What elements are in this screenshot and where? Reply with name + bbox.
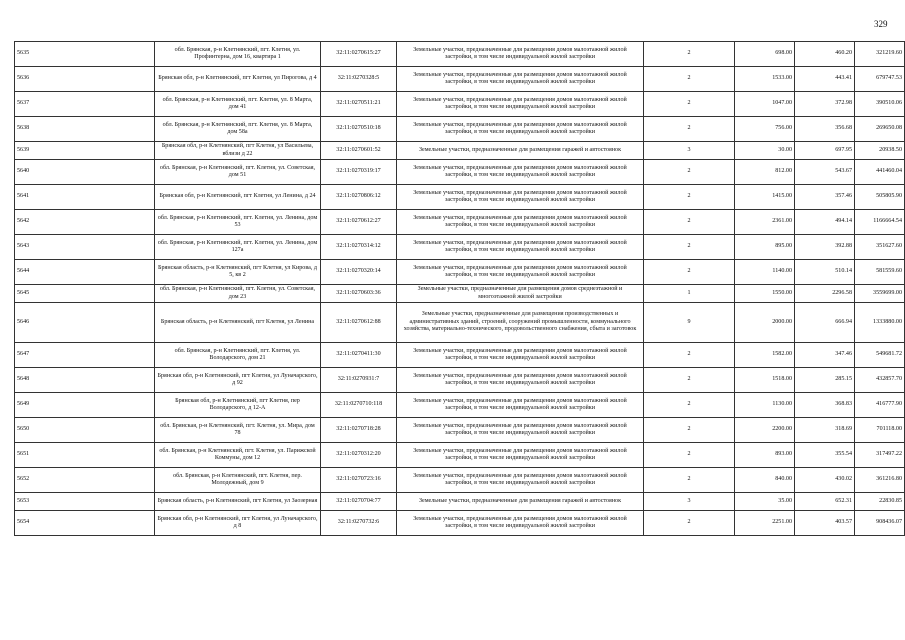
cadastral-number-cell: 32:11:0270612:27	[321, 210, 397, 235]
specific-value-cell: 430.02	[795, 468, 855, 493]
land-use-cell: Земельные участки, предназначенные для размещения домов малоэтажной жилой застройки, в том числе индивидуальной жилой застройки	[397, 468, 644, 493]
cadastral-value-cell: 269650.08	[855, 117, 905, 142]
specific-value-cell: 403.57	[795, 511, 855, 536]
cadastral-number-cell: 32:11:0270328:5	[321, 67, 397, 92]
specific-value-cell: 460.20	[795, 42, 855, 67]
row-number: 5635	[15, 42, 155, 67]
specific-value-cell: 318.69	[795, 418, 855, 443]
table-row	[15, 368, 905, 393]
land-use-cell: Земельные участки, предназначенные для размещения производственных и административных зданий, строений, сооружений промышленности, коммунального хозяйства, материально-технического, продовольственного снабжения, сбыта и заготовок	[397, 303, 644, 343]
table-row	[15, 443, 905, 468]
address-cell: обл. Брянская, р-н Клетнянский, пгт. Клетня, ул. Ленина, дом 53	[155, 210, 321, 235]
cadastral-number-cell: 32:11:0270411:30	[321, 343, 397, 368]
table-row	[15, 92, 905, 117]
address-cell: Брянская обл, р-н Клетнянский, пгт Клетня, ул Ленина, д 24	[155, 185, 321, 210]
specific-value-cell: 372.98	[795, 92, 855, 117]
address-cell: обл. Брянская, р-н Клетнянский, пгт. Клетня, ул. Володарского, дом 21	[155, 343, 321, 368]
cadastral-number-cell: 32:11:0270732:6	[321, 511, 397, 536]
address-cell: Брянская обл, р-н Клетнянский, пгт Клетня, пер Володарского, д 12-А	[155, 393, 321, 418]
row-number: 5646	[15, 303, 155, 343]
cadastral-value-cell: 701118.00	[855, 418, 905, 443]
area-cell: 1550.00	[735, 285, 795, 303]
cadastral-number-cell: 32:11:0270320:14	[321, 260, 397, 285]
area-cell: 1533.00	[735, 67, 795, 92]
cadastral-value-cell: 432857.70	[855, 368, 905, 393]
group-cell: 2	[644, 210, 735, 235]
cadastral-value-cell: 20938.50	[855, 142, 905, 160]
area-cell: 35.00	[735, 493, 795, 511]
row-number: 5649	[15, 393, 155, 418]
specific-value-cell: 357.46	[795, 185, 855, 210]
cadastral-number-cell: 32:11:0270704:77	[321, 493, 397, 511]
table-row	[15, 393, 905, 418]
cadastral-number-cell: 32:11:0270312:20	[321, 443, 397, 468]
address-cell: Брянская обл, р-н Клетнянский, пгт Клетня, ул Пирогова, д 4	[155, 67, 321, 92]
cadastral-value-cell: 361216.80	[855, 468, 905, 493]
row-number: 5642	[15, 210, 155, 235]
cadastral-number-cell: 32:11:0270806:12	[321, 185, 397, 210]
specific-value-cell: 510.14	[795, 260, 855, 285]
table-row	[15, 185, 905, 210]
land-use-cell: Земельные участки, предназначенные для размещения домов малоэтажной жилой застройки, в том числе индивидуальной жилой застройки	[397, 92, 644, 117]
table-row	[15, 210, 905, 235]
specific-value-cell: 543.67	[795, 160, 855, 185]
specific-value-cell: 355.54	[795, 443, 855, 468]
group-cell: 2	[644, 235, 735, 260]
address-cell: обл. Брянская, р-н Клетнянский, пгт. Клетня, ул. Профинтерна, дом 16, квартира 1	[155, 42, 321, 67]
address-cell: Брянская обл, р-н Клетнянский, пгт Клетня, ул Луначарского, д 8	[155, 511, 321, 536]
group-cell: 3	[644, 493, 735, 511]
cadastral-number-cell: 32:11:0270723:16	[321, 468, 397, 493]
area-cell: 1415.00	[735, 185, 795, 210]
area-cell: 698.00	[735, 42, 795, 67]
cadastral-value-cell: 390510.06	[855, 92, 905, 117]
area-cell: 812.00	[735, 160, 795, 185]
table-row	[15, 343, 905, 368]
cadastral-number-cell: 32:11:0270319:17	[321, 160, 397, 185]
area-cell: 895.00	[735, 235, 795, 260]
row-number: 5643	[15, 235, 155, 260]
group-cell: 2	[644, 393, 735, 418]
cadastral-value-cell: 22830.85	[855, 493, 905, 511]
area-cell: 30.00	[735, 142, 795, 160]
cadastral-value-cell: 351627.60	[855, 235, 905, 260]
land-use-cell: Земельные участки, предназначенные для размещения домов малоэтажной жилой застройки, в том числе индивидуальной жилой застройки	[397, 393, 644, 418]
cadastral-number-cell: 32:11:0270603:36	[321, 285, 397, 303]
address-cell: обл. Брянская, р-н Клетнянский, пгт. Клетня, ул. Парижской Коммуны, дом 12	[155, 443, 321, 468]
table-row	[15, 493, 905, 511]
group-cell: 2	[644, 92, 735, 117]
cadastral-value-table	[14, 41, 905, 536]
specific-value-cell: 652.31	[795, 493, 855, 511]
specific-value-cell: 368.83	[795, 393, 855, 418]
area-cell: 2361.00	[735, 210, 795, 235]
address-cell: Брянская область, р-н Клетнянский, пгт Клетня, ул Кирова, д 5, кв 2	[155, 260, 321, 285]
address-cell: обл. Брянская, р-н Клетнянский, пгт. Клетня, пер. Молодежный, дом 9	[155, 468, 321, 493]
cadastral-value-cell: 908436.07	[855, 511, 905, 536]
group-cell: 2	[644, 185, 735, 210]
land-use-cell: Земельные участки, предназначенные для размещения домов малоэтажной жилой застройки, в том числе индивидуальной жилой застройки	[397, 67, 644, 92]
specific-value-cell: 666.94	[795, 303, 855, 343]
cadastral-number-cell: 32:11:0270510:18	[321, 117, 397, 142]
area-cell: 2000.00	[735, 303, 795, 343]
cadastral-value-cell: 1333880.00	[855, 303, 905, 343]
cadastral-value-cell: 321219.60	[855, 42, 905, 67]
row-number: 5651	[15, 443, 155, 468]
table-row	[15, 511, 905, 536]
group-cell: 3	[644, 142, 735, 160]
row-number: 5641	[15, 185, 155, 210]
specific-value-cell: 443.41	[795, 67, 855, 92]
group-cell: 2	[644, 368, 735, 393]
cadastral-number-cell: 32:11:0270931:7	[321, 368, 397, 393]
cadastral-value-cell: 3559699.00	[855, 285, 905, 303]
land-use-cell: Земельные участки, предназначенные для размещения домов малоэтажной жилой застройки, в том числе индивидуальной жилой застройки	[397, 185, 644, 210]
specific-value-cell: 697.95	[795, 142, 855, 160]
row-number: 5653	[15, 493, 155, 511]
area-cell: 893.00	[735, 443, 795, 468]
cadastral-number-cell: 32:11:0270615:27	[321, 42, 397, 67]
area-cell: 2251.00	[735, 511, 795, 536]
table-row	[15, 285, 905, 303]
land-use-cell: Земельные участки, предназначенные для размещения домов малоэтажной жилой застройки, в том числе индивидуальной жилой застройки	[397, 418, 644, 443]
row-number: 5648	[15, 368, 155, 393]
cadastral-value-cell: 679747.53	[855, 67, 905, 92]
land-use-cell: Земельные участки, предназначенные для размещения домов малоэтажной жилой застройки, в том числе индивидуальной жилой застройки	[397, 443, 644, 468]
address-cell: Брянская обл, р-н Клетнянский, пгт Клетня, ул Луначарского, д 92	[155, 368, 321, 393]
row-number: 5638	[15, 117, 155, 142]
row-number: 5647	[15, 343, 155, 368]
land-use-cell: Земельные участки, предназначенные для размещения гаражей и автостоянок	[397, 493, 644, 511]
cadastral-value-cell: 317497.22	[855, 443, 905, 468]
address-cell: обл. Брянская, р-н Клетнянский, пгт. Клетня, ул. Советская, дом 51	[155, 160, 321, 185]
row-number: 5636	[15, 67, 155, 92]
specific-value-cell: 347.46	[795, 343, 855, 368]
area-cell: 1582.00	[735, 343, 795, 368]
row-number: 5637	[15, 92, 155, 117]
row-number: 5639	[15, 142, 155, 160]
land-use-cell: Земельные участки, предназначенные для размещения домов малоэтажной жилой застройки, в том числе индивидуальной жилой застройки	[397, 343, 644, 368]
table-row	[15, 260, 905, 285]
group-cell: 9	[644, 303, 735, 343]
address-cell: обл. Брянская, р-н Клетнянский, пгт. Клетня, ул. Ленина, дом 127а	[155, 235, 321, 260]
specific-value-cell: 285.15	[795, 368, 855, 393]
area-cell: 840.00	[735, 468, 795, 493]
specific-value-cell: 356.68	[795, 117, 855, 142]
group-cell: 2	[644, 117, 735, 142]
land-use-cell: Земельные участки, предназначенные для размещения домов малоэтажной жилой застройки, в том числе индивидуальной жилой застройки	[397, 160, 644, 185]
area-cell: 1518.00	[735, 368, 795, 393]
row-number: 5652	[15, 468, 155, 493]
group-cell: 2	[644, 511, 735, 536]
area-cell: 1047.00	[735, 92, 795, 117]
specific-value-cell: 392.88	[795, 235, 855, 260]
table-row	[15, 235, 905, 260]
cadastral-number-cell: 32:11:0270718:28	[321, 418, 397, 443]
address-cell: Брянская область, р-н Клетнянский, пгт Клетня, ул Заозерная	[155, 493, 321, 511]
address-cell: обл. Брянская, р-н Клетнянский, пгт. Клетня, ул. 8 Марта, дом 41	[155, 92, 321, 117]
land-use-cell: Земельные участки, предназначенные для размещения домов малоэтажной жилой застройки, в том числе индивидуальной жилой застройки	[397, 368, 644, 393]
cadastral-number-cell: 32:11:0270612:88	[321, 303, 397, 343]
specific-value-cell: 2296.58	[795, 285, 855, 303]
table-row	[15, 160, 905, 185]
specific-value-cell: 494.14	[795, 210, 855, 235]
page-number: 329	[874, 19, 888, 29]
group-cell: 2	[644, 260, 735, 285]
group-cell: 2	[644, 418, 735, 443]
cadastral-value-cell: 416777.90	[855, 393, 905, 418]
cadastral-number-cell: 32:11:0270710:118	[321, 393, 397, 418]
group-cell: 2	[644, 160, 735, 185]
cadastral-number-cell: 32:11:0270511:21	[321, 92, 397, 117]
cadastral-value-cell: 441460.04	[855, 160, 905, 185]
land-use-cell: Земельные участки, предназначенные для размещения гаражей и автостоянок	[397, 142, 644, 160]
table-row	[15, 42, 905, 67]
area-cell: 1140.00	[735, 260, 795, 285]
address-cell: обл. Брянская, р-н Клетнянский, пгт. Клетня, ул. Мира, дом 78	[155, 418, 321, 443]
group-cell: 2	[644, 343, 735, 368]
group-cell: 2	[644, 42, 735, 67]
cadastral-value-cell: 581559.60	[855, 260, 905, 285]
table-row	[15, 142, 905, 160]
row-number: 5645	[15, 285, 155, 303]
area-cell: 2200.00	[735, 418, 795, 443]
group-cell: 1	[644, 285, 735, 303]
cadastral-value-cell: 549681.72	[855, 343, 905, 368]
address-cell: обл. Брянская, р-н Клетнянский, пгт. Клетня, ул. Советская, дом 23	[155, 285, 321, 303]
land-use-cell: Земельные участки, предназначенные для размещения домов малоэтажной жилой застройки, в том числе индивидуальной жилой застройки	[397, 260, 644, 285]
group-cell: 2	[644, 468, 735, 493]
land-use-cell: Земельные участки, предназначенные для размещения домов малоэтажной жилой застройки, в том числе индивидуальной жилой застройки	[397, 42, 644, 67]
table-row	[15, 418, 905, 443]
area-cell: 1130.00	[735, 393, 795, 418]
table-row	[15, 67, 905, 92]
table-body	[15, 42, 905, 536]
land-use-cell: Земельные участки, предназначенные для размещения домов малоэтажной жилой застройки, в том числе индивидуальной жилой застройки	[397, 117, 644, 142]
land-use-cell: Земельные участки, предназначенные для размещения домов малоэтажной жилой застройки, в том числе индивидуальной жилой застройки	[397, 210, 644, 235]
cadastral-value-cell: 505805.90	[855, 185, 905, 210]
address-cell: обл. Брянская, р-н Клетнянский, пгт. Клетня, ул. 8 Марта, дом 58а	[155, 117, 321, 142]
area-cell: 756.00	[735, 117, 795, 142]
cadastral-number-cell: 32:11:0270314:12	[321, 235, 397, 260]
address-cell: Брянская обл, р-н Клетнянский, пгт Клетня, ул Васильева, вблизи д 22	[155, 142, 321, 160]
land-use-cell: Земельные участки, предназначенные для размещения домов малоэтажной жилой застройки, в том числе индивидуальной жилой застройки	[397, 235, 644, 260]
table-row	[15, 117, 905, 142]
land-use-cell: Земельные участки, предназначенные для размещения домов среднеэтажной и многоэтажной жилой застройки	[397, 285, 644, 303]
group-cell: 2	[644, 443, 735, 468]
land-use-cell: Земельные участки, предназначенные для размещения домов малоэтажной жилой застройки, в том числе индивидуальной жилой застройки	[397, 511, 644, 536]
row-number: 5644	[15, 260, 155, 285]
table-row	[15, 468, 905, 493]
table-row	[15, 303, 905, 343]
cadastral-value-cell: 1166664.54	[855, 210, 905, 235]
cadastral-number-cell: 32:11:0270601:52	[321, 142, 397, 160]
address-cell: Брянская область, р-н Клетнянский, пгт Клетня, ул Ленина	[155, 303, 321, 343]
group-cell: 2	[644, 67, 735, 92]
row-number: 5640	[15, 160, 155, 185]
row-number: 5654	[15, 511, 155, 536]
row-number: 5650	[15, 418, 155, 443]
